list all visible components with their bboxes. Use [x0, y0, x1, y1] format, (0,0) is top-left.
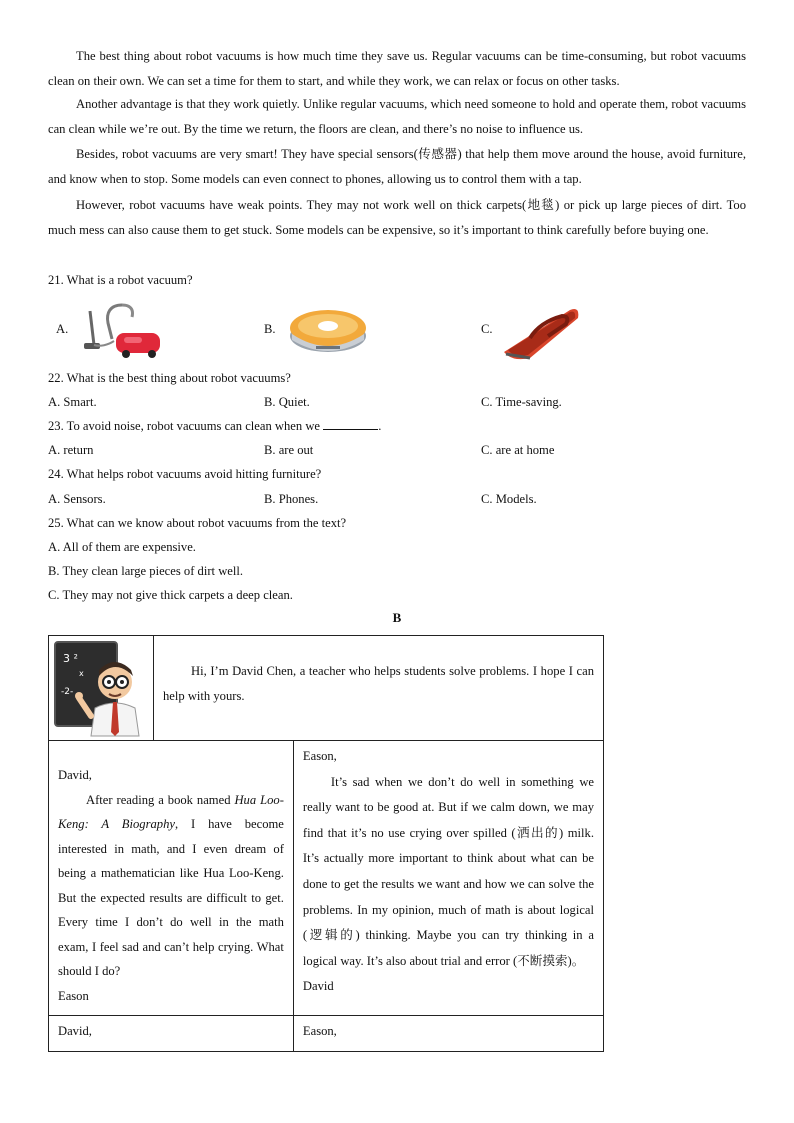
- teacher-reply-signature: David: [302, 979, 334, 994]
- letters-table: [48, 635, 604, 741]
- passage-paragraph-2: Another advantage is that they work quietly. Unlike regular vacuums, which need someone to hold and operate them, robot vacuums can clean while we’re out. By the time we return, the floors are clean, and there’s no noise to influence us.: [48, 97, 746, 136]
- answer-blank[interactable]: [323, 415, 378, 430]
- vacuum-cleaner-icon[interactable]: [80, 303, 164, 359]
- q23-option-c[interactable]: C. are at home: [481, 443, 555, 457]
- q24-option-a[interactable]: A. Sensors.: [48, 492, 106, 506]
- student-letter-body-start: After reading a book named: [86, 792, 235, 807]
- letters-exchange-table: [48, 740, 604, 1052]
- student-letter-cell: [49, 741, 294, 1016]
- second-student-letter-greeting: David,: [58, 1024, 92, 1038]
- svg-text:x: x: [79, 669, 84, 678]
- section-b-title: B: [392, 610, 402, 625]
- second-teacher-reply-greeting: Eason,: [302, 1024, 337, 1038]
- q23-option-b[interactable]: B. are out: [264, 443, 314, 457]
- second-teacher-reply-cell: [293, 1016, 603, 1052]
- q24-option-b[interactable]: B. Phones.: [264, 492, 319, 506]
- question-23-period: .: [378, 419, 382, 433]
- clothes-iron-icon[interactable]: [500, 300, 582, 360]
- question-21-stem: 21. What is a robot vacuum?: [48, 273, 193, 287]
- q23-option-a[interactable]: A. return: [48, 443, 94, 457]
- q25-option-a[interactable]: A. All of them are expensive.: [48, 540, 196, 554]
- svg-text:-2-: -2-: [61, 687, 74, 697]
- question-24-stem: 24. What helps robot vacuums avoid hitting furniture?: [48, 467, 322, 481]
- student-letter-greeting: David,: [58, 768, 92, 782]
- teacher-intro-row: [49, 636, 604, 741]
- q25-option-c[interactable]: C. They may not give thick carpets a deep clean.: [48, 588, 293, 602]
- teacher-reply: [295, 742, 602, 1006]
- q22-option-a[interactable]: A. Smart.: [48, 395, 97, 409]
- q21-option-b-label[interactable]: B.: [264, 322, 276, 336]
- q22-option-b[interactable]: B. Quiet.: [264, 395, 310, 409]
- teacher-reply-cell: [293, 741, 603, 1016]
- student-letter-body: [58, 788, 284, 984]
- q21-option-a-label[interactable]: A.: [56, 322, 69, 336]
- question-23-stem: [48, 414, 381, 438]
- letters-row: [49, 741, 604, 1016]
- question-22-stem: 22. What is the best thing about robot vacuums?: [48, 371, 291, 385]
- q24-option-c[interactable]: C. Models.: [481, 492, 537, 506]
- question-25-stem: 25. What can we know about robot vacuums from the text?: [48, 516, 347, 530]
- student-letter: [50, 742, 292, 1014]
- passage-paragraph-4: However, robot vacuums have weak points. They may not work well on thick carpets(地毯) or pick up large pieces of dirt. Too much mess can also cause them to get stuck. Some models can be expensive, so it’s important to think carefully before buying one.: [48, 198, 746, 237]
- teacher-picture-cell: [49, 636, 154, 741]
- passage-paragraph-1: The best thing about robot vacuums is how much time they save us. Regular vacuums can be time-consuming, but robot vacuums clean on their own. We can set a time for them to start, and while they work, we can relax or focus on other tasks.: [48, 49, 746, 88]
- question-23-text: 23. To avoid noise, robot vacuums can clean when we: [48, 419, 321, 433]
- q22-option-c[interactable]: C. Time-saving.: [481, 395, 562, 409]
- teacher-reply-body: It’s sad when we don’t do well in something we really want to be good at. But if we calm down, we may find that it’s no use crying over spilled (洒出的) milk. It’s actually more important to think about what can be done to get the results we want and how we can solve the problems. In my opinion, much of math is about logical (逻辑的) thinking. Maybe you can try thinking in a logical way. It’s also about trial and error (不断摸索)。: [302, 774, 594, 968]
- teacher-icon: [49, 636, 153, 740]
- svg-text:3 ²: 3 ²: [63, 652, 78, 665]
- passage-paragraph-3: Besides, robot vacuums are very smart! They have special sensors(传感器) that help them move around the house, avoid furniture, and know when to stop. Some models can even connect to phones, allowing us to control them with a tap.: [48, 147, 746, 186]
- book-title: Hua Loo-Keng: A Biography: [58, 792, 284, 831]
- teacher-intro-text: Hi, I’m David Chen, a teacher who helps students solve problems. I hope I can help with yours.: [163, 664, 594, 703]
- teacher-reply-greeting: Eason,: [302, 749, 337, 763]
- second-letters-row: [49, 1016, 604, 1052]
- q25-option-b[interactable]: B. They clean large pieces of dirt well.: [48, 564, 244, 578]
- teacher-intro-cell: [154, 636, 604, 741]
- q21-option-c-label[interactable]: C.: [481, 322, 493, 336]
- robot-vacuum-icon[interactable]: [286, 302, 370, 358]
- student-letter-body-end: , I have become interested in math, and I even dream of being a mathematician like Hua Loo-Keng. But the expected results are difficult to get. Every time I don’t do well in the math exam, I feel sad and can’t help crying. What should I do?: [58, 817, 284, 978]
- student-letter-signature: Eason: [58, 988, 89, 1003]
- second-student-letter-cell: [49, 1016, 294, 1052]
